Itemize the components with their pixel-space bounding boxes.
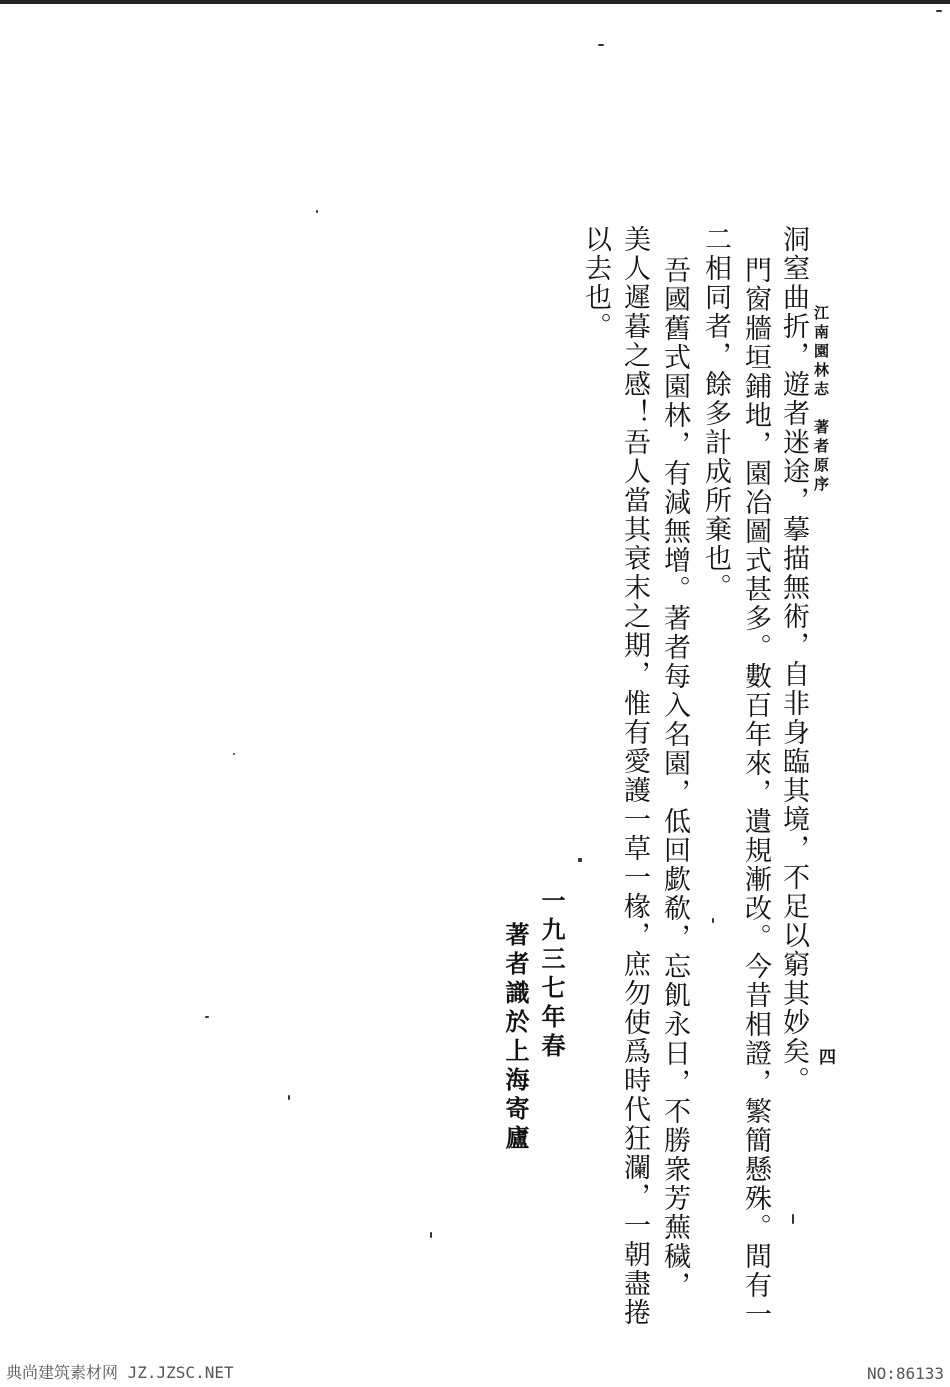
scan-speck — [288, 1095, 290, 1100]
scan-speck — [430, 1232, 432, 1238]
body-line-1: 洞窒曲折，遊者迷途，摹描無術，自非身臨其境，不足以窮其妙矣。 — [778, 225, 809, 1095]
running-head: 江南園林志 著者原序 — [812, 305, 830, 495]
scan-speck — [712, 918, 714, 923]
scan-speck — [598, 44, 604, 46]
body-line-2: 門窗牆垣鋪地，園冶圖式甚多。數百年來，遺規漸改。今昔相證，繁簡懸殊。間有一 — [740, 256, 771, 1329]
scan-speck — [792, 1214, 794, 1224]
signoff-author-place: 著者識於上海寄廬 — [501, 922, 530, 1154]
top-scan-border — [0, 0, 950, 4]
scan-speck — [316, 210, 318, 213]
page-number: 四 — [815, 1048, 835, 1065]
footer-serial-number: NO:86133 — [866, 1364, 944, 1383]
body-line-4: 吾國舊式園林，有減無增。著者每入名園，低回歔欷，忘飢永日，不勝衆芳蕪穢， — [659, 256, 690, 1300]
signoff-date: 一九三七年春 — [537, 888, 566, 1062]
body-line-5: 美人遲暮之感！吾人當其衰末之期，惟有愛護一草一椽，庶勿使爲時代狂瀾，一朝盡捲 — [619, 225, 650, 1327]
scan-speck — [233, 753, 235, 755]
scan-speck — [578, 858, 582, 862]
footer-watermark: 典尚建筑素材网 JZ.JZSC.NET — [6, 1363, 234, 1382]
scan-speck — [205, 1016, 209, 1018]
scan-speck — [936, 10, 942, 12]
body-line-3: 二相同者，餘多計成所棄也。 — [700, 225, 731, 602]
body-line-6: 以去也。 — [580, 225, 611, 341]
